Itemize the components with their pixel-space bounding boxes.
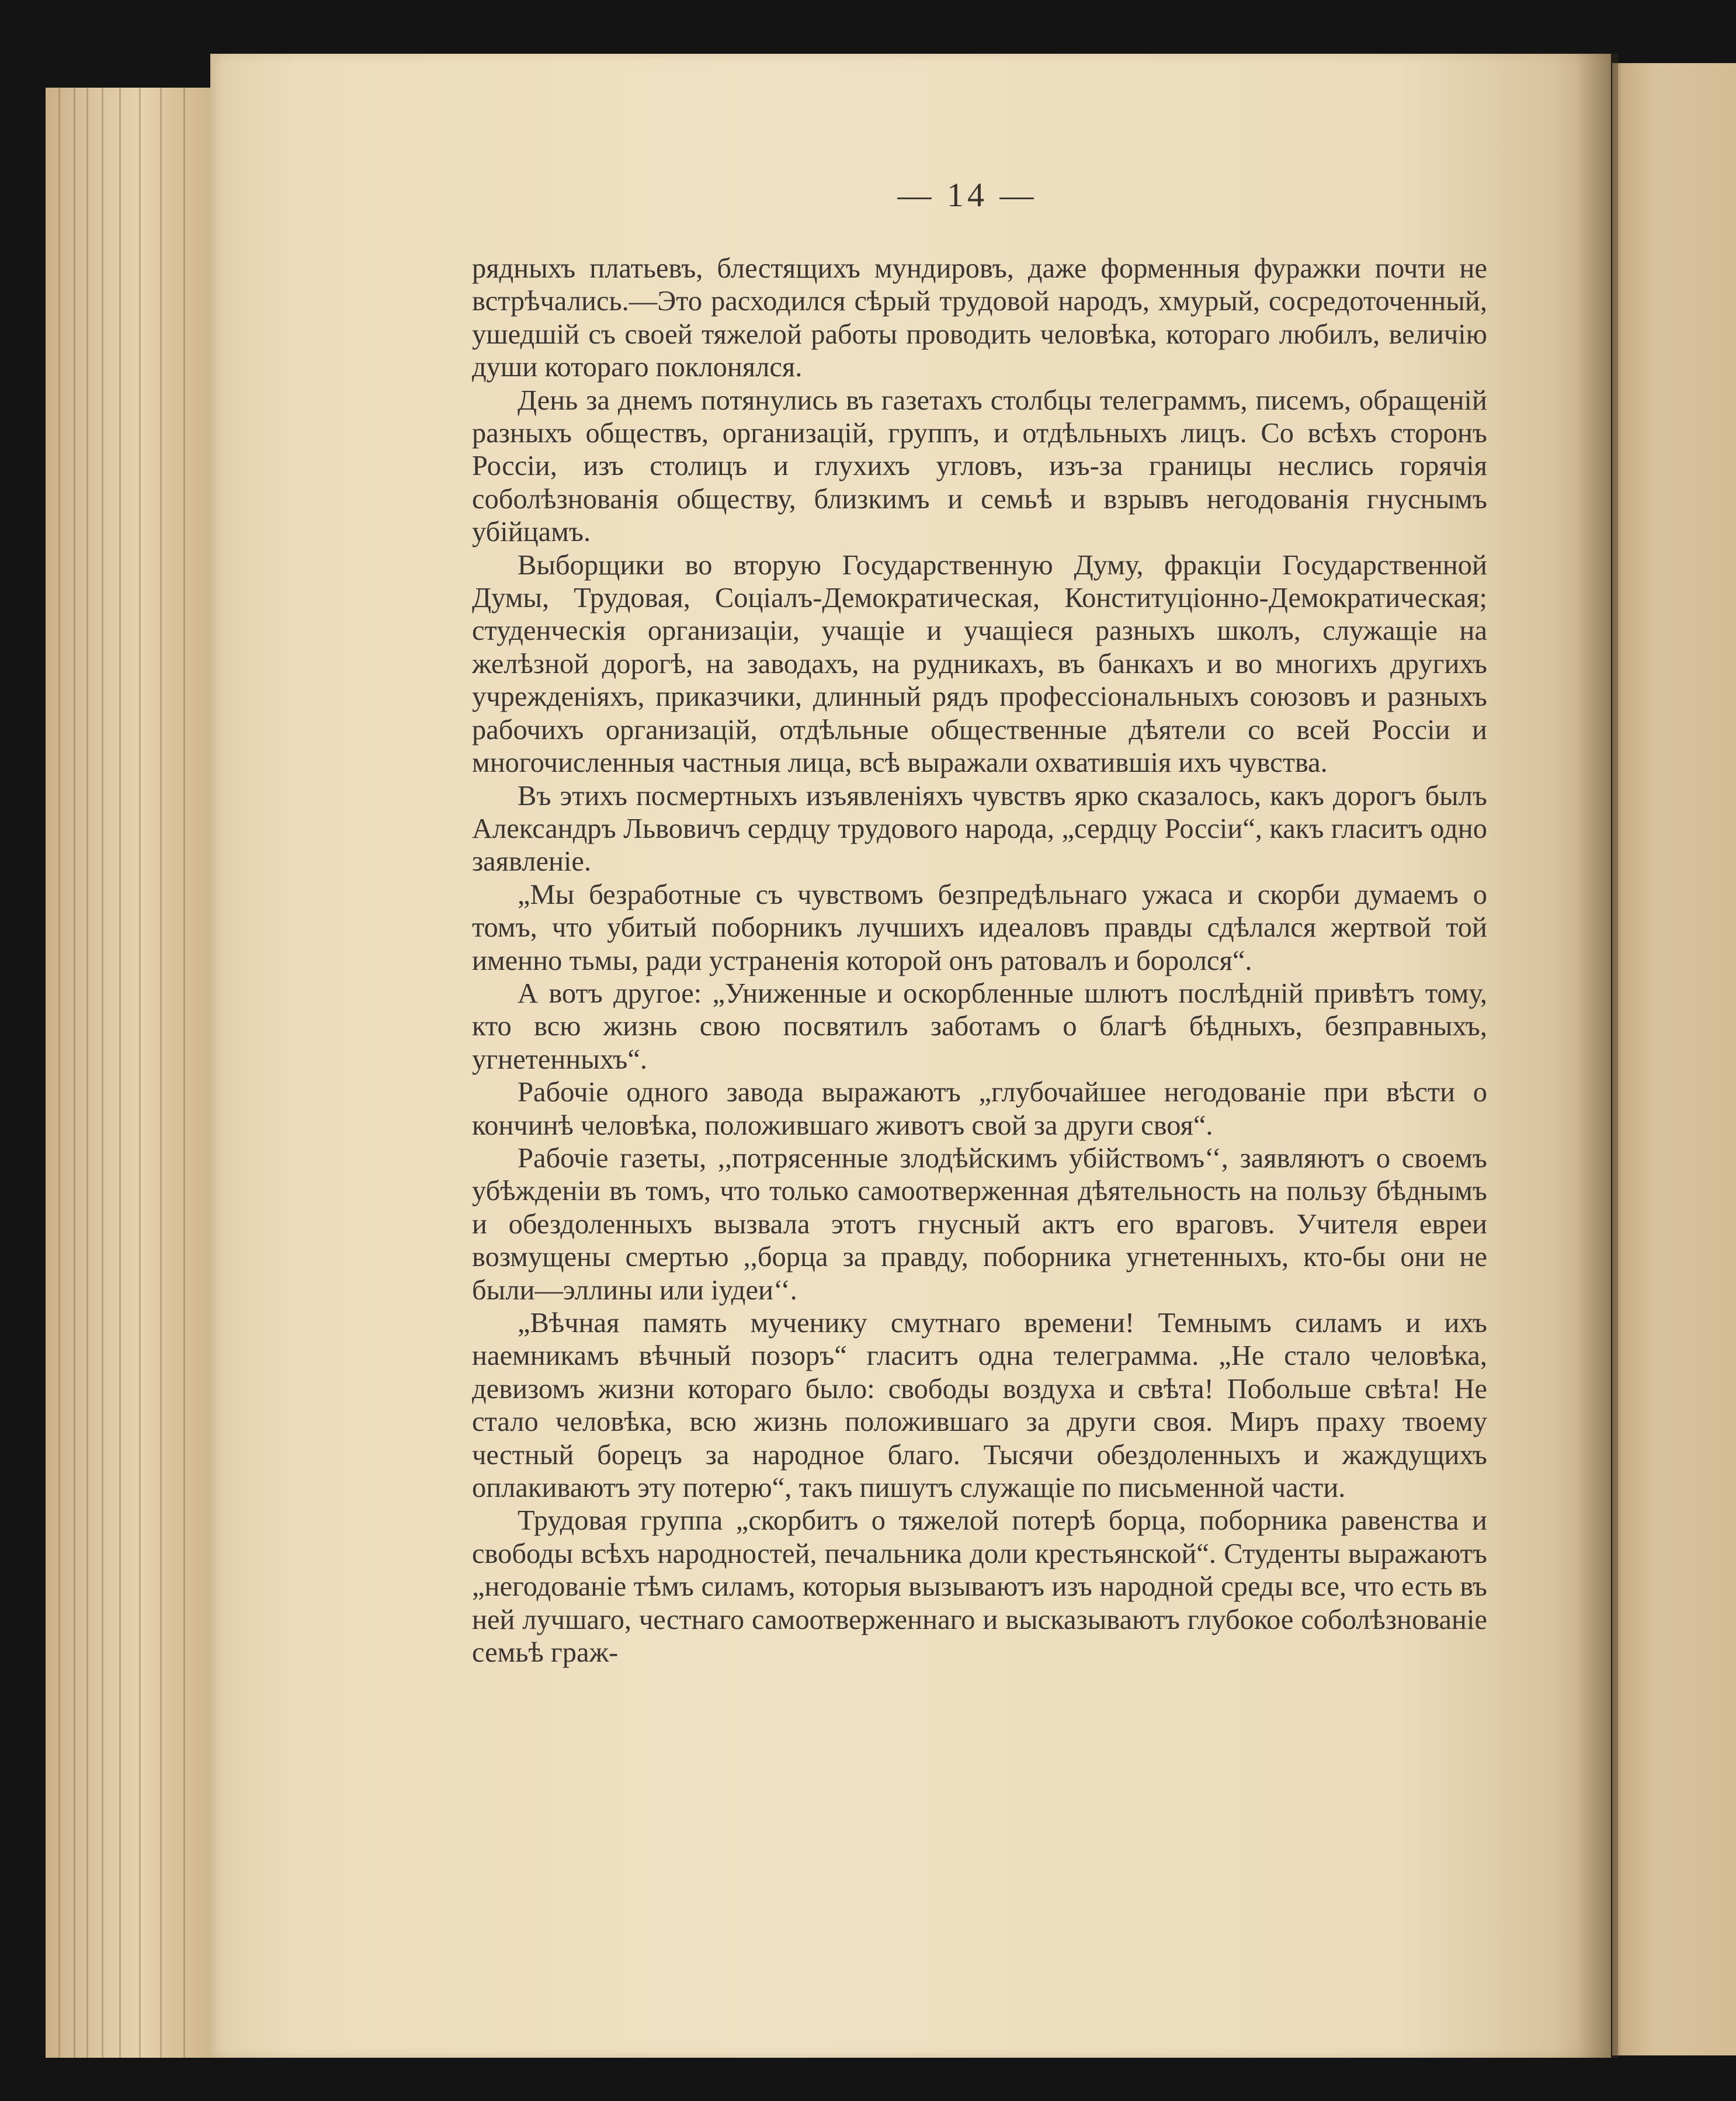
adjacent-page: [1612, 63, 1736, 2055]
paragraph: День за днемъ потянулись въ газетахъ столбцы телеграммъ, писемъ, обращеній разныхъ обществъ, организацій, группъ, и отдѣльныхъ лицъ. Со всѣхъ сторонъ Россіи, изъ столицъ и глухихъ угловъ, изъ-за границы неслись горячія соболѣзнованія обществу, близкимъ и семьѣ и взрывъ негодованія гнуснымъ убійцамъ.: [472, 384, 1487, 548]
spine-shadow: [1577, 54, 1618, 2058]
paragraph: Выборщики во вторую Государственную Думу, фракціи Государственной Думы, Трудовая, Соціалъ-Демократическая, Конституціонно-Демократическая; студенческія организаціи, учащіе и учащіеся разныхъ школъ, служащіе на желѣзной дорогѣ, на заводахъ, на рудникахъ, въ банкахъ и во многихъ другихъ учрежденіяхъ, приказчики, длинный рядъ профессіональныхъ союзовъ и разныхъ рабочихъ организацій, отдѣльные общественные дѣятели со всей Россіи и многочисленныя частныя лица, всѣ выражали охватившія ихъ чувства.: [472, 549, 1487, 779]
paragraph: рядныхъ платьевъ, блестящихъ мундировъ, даже форменныя фуражки почти не встрѣчались.—Это расходился сѣрый трудовой народъ, хмурый, сосредоточенный, ушедшій съ своей тяжелой работы проводить человѣка, котораго любилъ, величію души котораго поклонялся.: [472, 253, 1487, 383]
page-edges: [46, 88, 221, 2058]
paragraph: Трудовая группа „скорбитъ о тяжелой потерѣ борца, поборника равенства и свободы всѣхъ народностей, печальника доли крестьянской“. Студенты выражаютъ „негодованіе тѣмъ силамъ, которыя вызываютъ изъ народной среды все, что есть въ ней лучшаго, честнаго самоотверженнаго и высказываютъ глубокое соболѣзнованіе семьѣ граж-: [472, 1505, 1487, 1669]
page-number: — 14 —: [897, 176, 1037, 214]
paragraph: „Мы безработные съ чувствомъ безпредѣльнаго ужаса и скорби думаемъ о томъ, что убитый поборникъ лучшихъ идеаловъ правды сдѣлался жертвой той именно тьмы, ради устраненія которой онъ ратовалъ и боролся“.: [472, 879, 1487, 976]
paragraph: Въ этихъ посмертныхъ изъявленіяхъ чувствъ ярко сказалось, какъ дорогъ былъ Александръ Львовичъ сердцу трудового народа, „сердцу Россіи“, какъ гласитъ одно заявленіе.: [472, 780, 1487, 878]
body-text: [472, 252, 1487, 1669]
paragraph: Рабочіе газеты, ,,потрясенные злодѣйскимъ убійствомъ‘‘, заявляютъ о своемъ убѣжденіи въ томъ, что только самоотверженная дѣятельность на пользу бѣднымъ и обездоленныхъ вызвала этотъ гнусный актъ его враговъ. Учителя евреи возмущены смертью ,,борца за правду, поборника угнетенныхъ, кто-бы они не были—эллины или іудеи‘‘.: [472, 1142, 1487, 1306]
paragraph: „Вѣчная память мученику смутнаго времени! Темнымъ силамъ и ихъ наемникамъ вѣчный позоръ“ гласитъ одна телеграмма. „Не стало человѣка, девизомъ жизни котораго было: свободы воздуха и свѣта! Побольше свѣта! Не стало человѣка, всю жизнь положившаго за други своя. Миръ праху твоему честный борецъ за народное благо. Тысячи обездоленныхъ и жаждущихъ оплакиваютъ эту потерю“, такъ пишутъ служащіе по письменной части.: [472, 1308, 1487, 1504]
paragraph: А вотъ другое: „Униженные и оскорбленные шлютъ послѣдній привѣтъ тому, кто всю жизнь свою посвятилъ заботамъ о благѣ бѣдныхъ, безправныхъ, угнетенныхъ“.: [472, 977, 1487, 1075]
paragraph: Рабочіе одного завода выражаютъ „глубочайшее негодованіе при вѣсти о кончинѣ человѣка, положившаго животъ свой за други своя“.: [472, 1077, 1487, 1141]
